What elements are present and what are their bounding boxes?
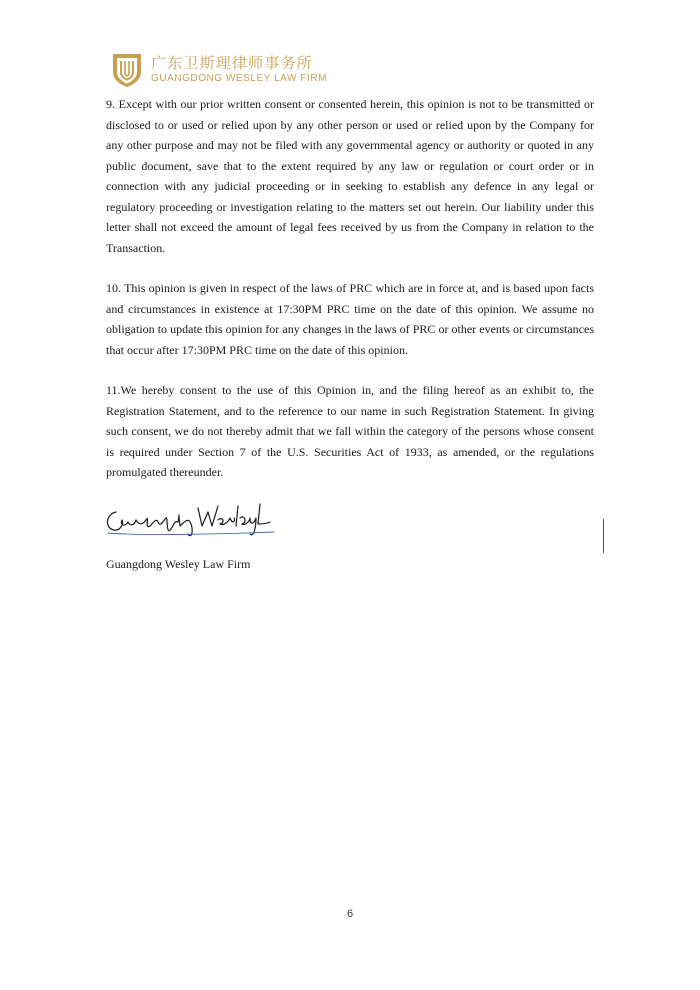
paragraph-10: 10. This opinion is given in respect of the laws of PRC which are in force at, and is based upon facts and circumstances in existence at 17:30PM PRC time on the date of this opinion. We assume no obligation to update this opinion for any changes in the laws of PRC or other events or circumstances that occur after 17:30PM PRC time on the date of this opinion. <box>106 281 594 357</box>
page-number: 6 <box>346 908 354 920</box>
paragraph-11: 11.We hereby consent to the use of this Opinion in, and the filing hereof as an exhibit to, the Registration Statement, and to the reference to our name in such Registration Statement. In giving such consent, we do not thereby admit that we fall within the category of the persons whose consent is required under Section 7 of the U.S. Securities Act of 1933, as amended, or the regulations promulgated thereunder. <box>106 383 594 479</box>
paragraph-9: 9. Except with our prior written consent or consented herein, this opinion is not to be transmitted or disclosed to or used or relied upon by any other person or used or relied upon by the Company for any other purpose and may not be filed with any governmental agency or authority or quoted in any public document, save that to the extent required by any law or regulation or court order or in connection with any judicial proceeding or in seeking to establish any defence in any legal or regulatory proceeding or investigation relating to the matters set out herein. Our liability under this letter shall not exceed the amount of legal fees received by us from the Company in relation to the Transaction. <box>106 97 594 255</box>
letterhead <box>111 52 327 88</box>
firm-name-block <box>151 55 327 85</box>
handwritten-signature <box>104 500 279 540</box>
signatory-name: Guangdong Wesley Law Firm <box>106 557 251 571</box>
opinion-body <box>106 94 594 503</box>
firm-name-chinese: 广东卫斯理律师事务所 <box>151 54 314 72</box>
firm-name-english: GUANGDONG WESLEY LAW FIRM <box>151 73 327 84</box>
shield-logo-icon <box>111 52 143 88</box>
margin-rule <box>603 519 604 553</box>
